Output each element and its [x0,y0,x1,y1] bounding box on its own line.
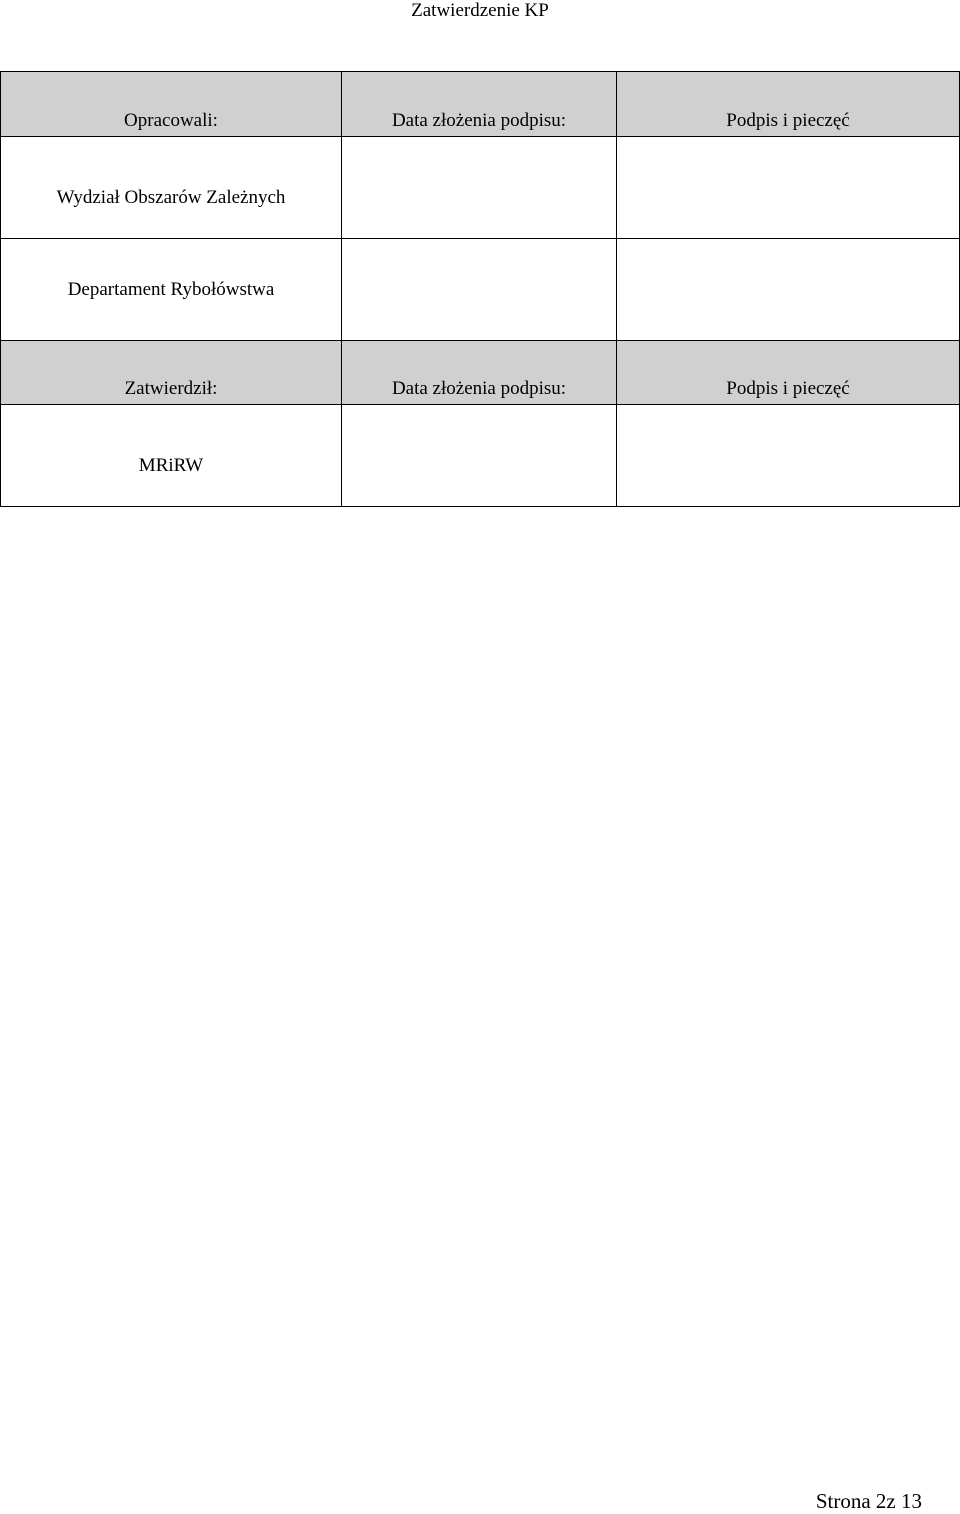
table-row [1,239,960,341]
page-number: Strona 2z 13 [815,1489,922,1513]
approver-cell: MRiRW [1,405,342,507]
date-cell [342,405,617,507]
signature-cell [617,405,960,507]
date-cell [342,239,617,341]
department-cell: Departament Rybołówstwa [1,239,342,341]
date-cell [342,137,617,239]
column-header-signature-stamp: Podpis i pieczęć [617,341,960,405]
table-row [1,405,960,507]
table-header-row [1,72,960,137]
department-cell: Wydział Obszarów Zależnych [1,137,342,239]
column-header-signature-date: Data złożenia podpisu: [342,341,617,405]
signature-cell [617,239,960,341]
column-header-approved-by: Zatwierdził: [1,341,342,405]
page-title: Zatwierdzenie KP [411,0,549,21]
table-row [1,137,960,239]
column-header-signature-date: Data złożenia podpisu: [342,72,617,137]
table-header-row [1,341,960,405]
column-header-prepared-by: Opracowali: [1,72,342,137]
column-header-signature-stamp: Podpis i pieczęć [617,72,960,137]
signature-table [0,71,960,507]
signature-cell [617,137,960,239]
